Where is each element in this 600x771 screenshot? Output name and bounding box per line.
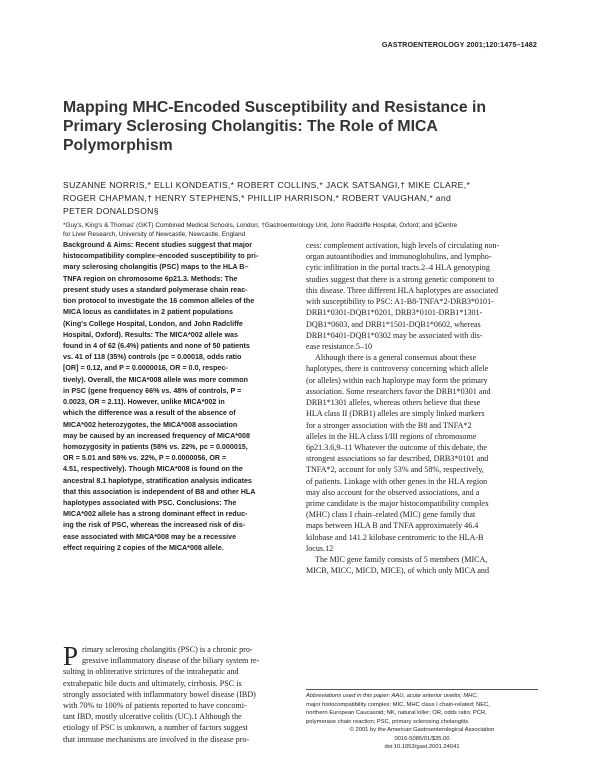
abstract-line: mary sclerosing cholangitis (PSC) maps to the HLA B– <box>63 263 249 272</box>
body-line: DRB1*1301 alleles, whereas others believe that these <box>306 398 481 408</box>
title-line: Polymorphism <box>63 137 173 154</box>
body-line: TNFA*2, account for only 53% and 58%, respectively, <box>306 465 484 475</box>
abstract-line: present study uses a standard polymerase chain reac- <box>63 285 248 294</box>
abstract-line: histocompatibility complex–encoded susceptibility to pri- <box>63 252 259 261</box>
footnote-line: polymerase chain reaction; PSC, primary sclerosing cholangitis. <box>306 718 470 725</box>
abstract-line: tively). Overall, the MICA*008 allele was more common <box>63 375 248 384</box>
body-line: may also account for the observed associations, and a <box>306 487 480 497</box>
affiliation-line: *Guy's, King's & Thomas' (GKT) Combined Medical Schools, London; †Gastroenterology Unit, John Radcliffe Hospital, Oxford; and §Centre <box>63 222 458 229</box>
footnote-line: northern European Caucasoid; NK, natural killer; OR, odds ratio; PCR, <box>306 710 487 716</box>
author-list <box>63 179 543 218</box>
affiliations <box>63 221 543 239</box>
body-line: haplotypes, there is controversy concerning which allele <box>306 364 489 374</box>
abstract-line: MICA*002 allele has a strong dominant effect in reduc- <box>63 510 248 519</box>
abstract-line: haplotypes associated with PSC. Conclusions: The <box>63 499 237 508</box>
intro-line: gressive inflammatory disease of the biliary system re- <box>82 656 260 666</box>
body-column-right <box>306 240 538 577</box>
abstract-line: ancestral 8.1 haplotype, stratification analysis indicates <box>63 476 252 485</box>
abstract-line: may be caused by an increased frequency of MICA*008 <box>63 431 250 440</box>
body-line: organ autoantibodies and immunoglobulins, and lympho- <box>306 252 492 262</box>
abstract-line: Hospital, Oxford). Results: The MICA*002 allele was <box>63 330 238 339</box>
author-line: PETER DONALDSON§ <box>63 206 159 216</box>
abstract-line: vs. 41 of 118 (35%) controls (pc = 0.00018, odds ratio <box>63 353 242 362</box>
body-line: (or alleles) within each haplotype may form the primary <box>306 375 488 385</box>
body-line: of patients. Linkage with other genes in the HLA region <box>306 476 488 486</box>
body-line: for a stronger association with the B8 and TNFA*2 <box>306 420 472 430</box>
issn-line: 0016-5085/01/$35.00 <box>394 735 450 742</box>
body-line: MICB, MICC, MICD, MICE), of which only MICA and <box>306 566 490 576</box>
body-line: alleles in the HLA class I/III regions of chromosome <box>306 431 477 441</box>
abstract-line: MICA locus as candidates in 2 patient populations <box>63 308 233 317</box>
footnote <box>306 692 538 752</box>
author-line: ROGER CHAPMAN,† HENRY STEPHENS,* PHILLIP HARRISON,* ROBERT VAUGHAN,* and <box>63 193 452 203</box>
abstract-line: found in 4 of 62 (6.4%) patients and none of 50 patients <box>63 341 250 350</box>
body-line: maps between HLA B and TNFA approximately 46.4 <box>306 521 479 531</box>
body-line: HLA class II (DRB1) alleles are simply linked markers <box>306 409 485 419</box>
body-line: ease resistance.5–10 <box>306 341 373 351</box>
copyright-line: © 2001 by the American Gastroenterological Association <box>349 727 495 733</box>
abstract-line: which the difference was a result of the absence of <box>63 409 236 418</box>
body-line: with susceptibility to PSC: A1-B8-TNFA*2-DRB3*0101- <box>306 297 494 307</box>
body-line: cess: complement activation, high levels of circulating non- <box>306 241 500 250</box>
abstract <box>63 240 295 554</box>
running-head: GASTROENTEROLOGY 2001;120:1475–1482 <box>381 40 537 49</box>
abstract-line: OR = 5.01 and 58% vs. 22%, P = 0.0000056, OR = <box>63 454 227 463</box>
abstract-line: ing the risk of PSC, whereas the increased risk of dis- <box>63 521 246 530</box>
body-line: 6p21.3.6,9–11 Whatever the outcome of this debate, the <box>306 442 487 452</box>
body-line: cytic infiltration in the portal tracts.2–4 HLA genotyping <box>306 263 490 273</box>
body-line: prime candidate is the major histocompatibility complex <box>306 499 489 509</box>
abstract-line: 0.0023, OR = 2.11). However, unlike MICA*002 in <box>63 398 225 407</box>
abstract-line: tion protocol to investigate the 16 common alleles of the <box>63 297 255 306</box>
intro-line: strongly associated with inflammatory bowel disease (IBD) <box>63 689 256 699</box>
body-line: this disease. Three different HLA haplotypes are associated <box>306 285 499 295</box>
affiliation-line: for Liver Research, University of Newcastle, Newcastle, England <box>63 231 246 239</box>
abstract-line: TNFA region on chromosome 6p21.3. Methods: The <box>63 274 238 283</box>
body-line: association. Some researchers favor the DRB1*0301 and <box>306 386 491 396</box>
drop-cap: P <box>63 641 79 671</box>
introduction <box>63 641 295 745</box>
abstract-line: 4.51, respectively). Though MICA*008 is found on the <box>63 465 243 474</box>
body-line: locus.12 <box>306 543 334 553</box>
footnote-divider <box>306 689 538 690</box>
body-line: (MHC) class I chain–related (MIC) gene family that <box>306 510 476 520</box>
footnote-line: Abbreviations used in this paper: AAU, acute anterior uveitis; MHC, <box>306 693 479 699</box>
abstract-line: ease associated with MICA*008 may be a recessive <box>63 532 237 541</box>
body-line: kilobase and 141.2 kilobase centromeric to the HLA-B <box>306 532 484 542</box>
body-line: The MIC gene family consists of 5 members (MICA, <box>315 555 488 565</box>
body-line: DRB1*0401-DQB1*0302 may be associated with dis- <box>306 330 483 340</box>
title-line: Mapping MHC-Encoded Susceptibility and Resistance in <box>63 99 487 116</box>
abstract-line: MICA*002 heterozygotes, the MICA*008 association <box>63 420 238 429</box>
body-line: studies suggest that there is a strong genetic component to <box>306 274 495 284</box>
abstract-line: that this association is independent of B8 and other HLA <box>63 487 256 496</box>
abstract-line: (King's College Hospital, London, and John Radcliffe <box>63 319 243 328</box>
intro-line: extrahepatic bile ducts and ultimately, cirrhosis. PSC is <box>63 678 242 688</box>
intro-line: tant IBD, mostly ulcerative colitis (UC).1 Although the <box>63 712 242 722</box>
body-line: DRB1*0301-DQB1*0201, DRB3*0101-DRB1*1301- <box>306 308 483 318</box>
title-line: Primary Sclerosing Cholangitis: The Role of MICA <box>63 118 438 135</box>
article-title <box>63 98 533 155</box>
body-line: DQB1*0603, and DRB1*1501-DQB1*0602, whereas <box>306 319 481 329</box>
author-line: SUZANNE NORRIS,* ELLI KONDEATIS,* ROBERT COLLINS,* JACK SATSANGI,† MIKE CLARE,* <box>63 180 471 190</box>
abstract-line: Background & Aims: Recent studies suggest that major <box>63 241 252 249</box>
doi-line: doi:10.1053/gast.2001.24041 <box>384 744 460 750</box>
abstract-line: effect requiring 2 copies of the MICA*008 allele. <box>63 543 224 552</box>
abstract-line: in PSC (gene frequency 66% vs. 48% of controls, P = <box>63 386 242 395</box>
intro-line: etiology of PSC is unknown, a number of factors suggest <box>63 723 248 733</box>
body-line: strongest associations so far described, DRB3*0101 and <box>306 454 489 464</box>
abstract-line: [OR] = 0.12, and P = 0.0000016, OR = 0.0, respec- <box>63 364 228 373</box>
intro-line: with 70% to 100% of patients reported to have concomi- <box>63 701 247 711</box>
abstract-line: homozygosity in patients (58% vs. 22%, pc = 0.000015, <box>63 442 248 451</box>
footnote-line: major histocompatibility complex; MIC, MHC class I chain-related; NEC, <box>306 701 490 708</box>
intro-line: rimary sclerosing cholangitis (PSC) is a chronic pro- <box>82 645 253 654</box>
body-line: Although there is a general consensus about these <box>315 353 477 363</box>
intro-line: that immune mechanisms are involved in the disease pro- <box>63 734 250 744</box>
intro-line: sulting in obliterative strictures of the intrahepatic and <box>63 667 239 677</box>
